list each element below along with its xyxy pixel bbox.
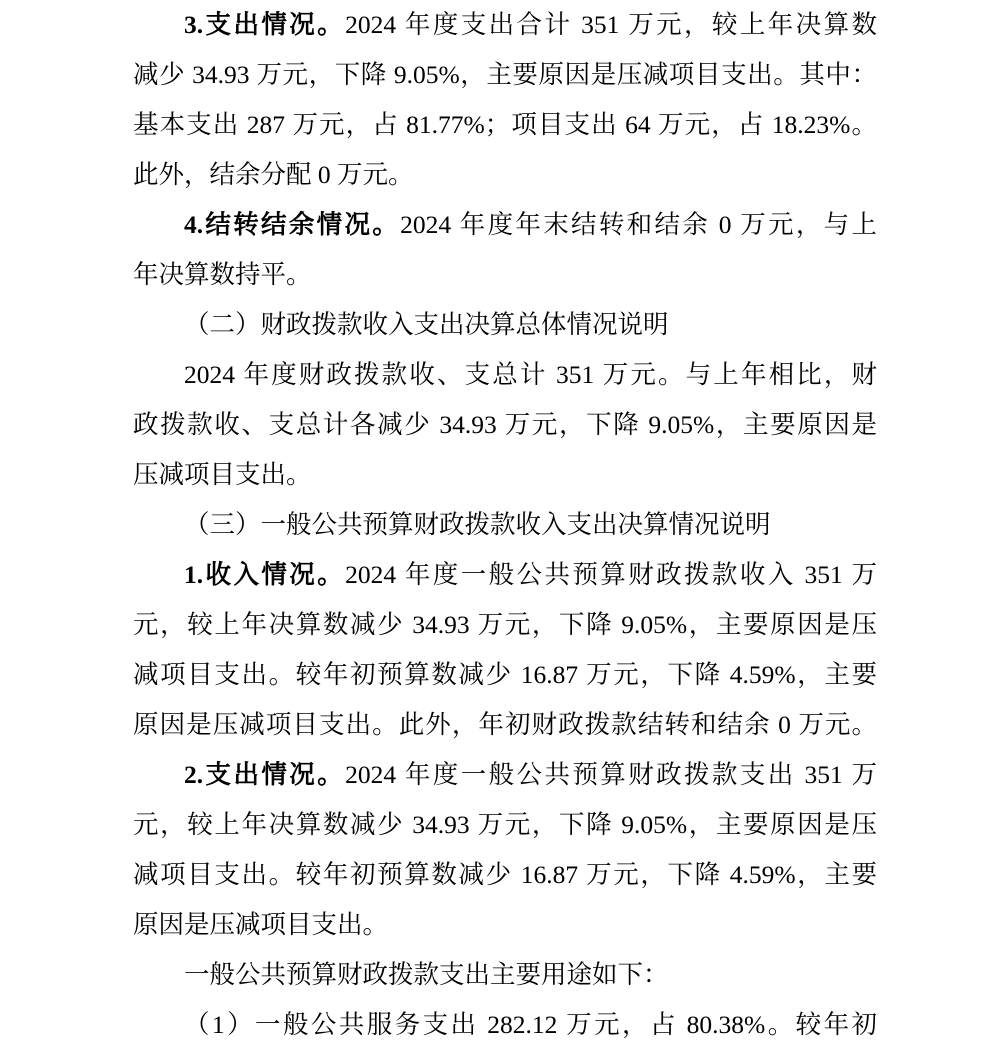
paragraph-text: 2024 年度支出合计 351 万元，较上年决算数 (345, 10, 877, 39)
paragraph-line (133, 750, 877, 800)
paragraph-bold-lead: 3.支出情况。 (184, 10, 346, 39)
paragraph-line (133, 700, 877, 750)
paragraph-text: （二）财政拨款收入支出决算总体情况说明 (184, 310, 669, 339)
paragraph-text: 原因是压减项目支出。 (133, 910, 389, 939)
paragraph-text: 2024 年度一般公共预算财政拨款支出 351 万 (345, 760, 877, 789)
paragraph-bold-lead: 4.结转结余情况。 (184, 210, 401, 239)
paragraph-text: （三）一般公共预算财政拨款收入支出决算情况说明 (184, 510, 771, 539)
paragraph-line (133, 450, 877, 500)
paragraph-text: 减项目支出。较年初预算数减少 16.87 万元，下降 4.59%，主要 (133, 860, 877, 889)
paragraph-line (133, 100, 877, 150)
section-heading-line (133, 300, 877, 350)
paragraph-line (133, 350, 877, 400)
paragraph-text: 减少 34.93 万元，下降 9.05%，主要原因是压减项目支出。其中： (133, 60, 877, 89)
paragraph-line (133, 400, 877, 450)
document-body (133, 0, 877, 1050)
paragraph-text: 减项目支出。较年初预算数减少 16.87 万元，下降 4.59%，主要 (133, 660, 877, 689)
paragraph-text: 此外，结余分配 0 万元。 (133, 160, 414, 189)
paragraph-line (133, 650, 877, 700)
paragraph-text: （1）一般公共服务支出 282.12 万元，占 80.38%。较年初 (184, 1010, 877, 1039)
paragraph-text: 压减项目支出。 (133, 460, 312, 489)
paragraph-line (133, 800, 877, 850)
paragraph-line (133, 550, 877, 600)
paragraph-line (133, 900, 877, 950)
paragraph-text: 一般公共预算财政拨款支出主要用途如下： (184, 960, 669, 989)
paragraph-text: 年决算数持平。 (133, 260, 312, 289)
paragraph-line (133, 1000, 877, 1050)
paragraph-line (133, 600, 877, 650)
paragraph-text: 元，较上年决算数减少 34.93 万元，下降 9.05%，主要原因是压 (133, 810, 877, 839)
paragraph-text: 政拨款收、支总计各减少 34.93 万元，下降 9.05%，主要原因是 (133, 410, 877, 439)
paragraph-bold-lead: 2.支出情况。 (184, 760, 346, 789)
paragraph-line (133, 250, 877, 300)
paragraph-text: 2024 年度一般公共预算财政拨款收入 351 万 (345, 560, 877, 589)
paragraph-text: 基本支出 287 万元，占 81.77%；项目支出 64 万元，占 18.23%。 (133, 110, 877, 139)
paragraph-line (133, 850, 877, 900)
paragraph-text: 元，较上年决算数减少 34.93 万元，下降 9.05%，主要原因是压 (133, 610, 877, 639)
document-page (133, 0, 877, 1050)
paragraph-text: 原因是压减项目支出。此外，年初财政拨款结转和结余 0 万元。 (133, 710, 877, 739)
paragraph-text: 2024 年度财政拨款收、支总计 351 万元。与上年相比，财 (184, 360, 877, 389)
paragraph-line (133, 150, 877, 200)
paragraph-line (133, 0, 877, 50)
paragraph-line (133, 50, 877, 100)
section-heading-line (133, 500, 877, 550)
paragraph-text: 2024 年度年末结转和结余 0 万元，与上 (400, 210, 877, 239)
paragraph-line (133, 950, 877, 1000)
paragraph-bold-lead: 1.收入情况。 (184, 560, 346, 589)
paragraph-line (133, 200, 877, 250)
